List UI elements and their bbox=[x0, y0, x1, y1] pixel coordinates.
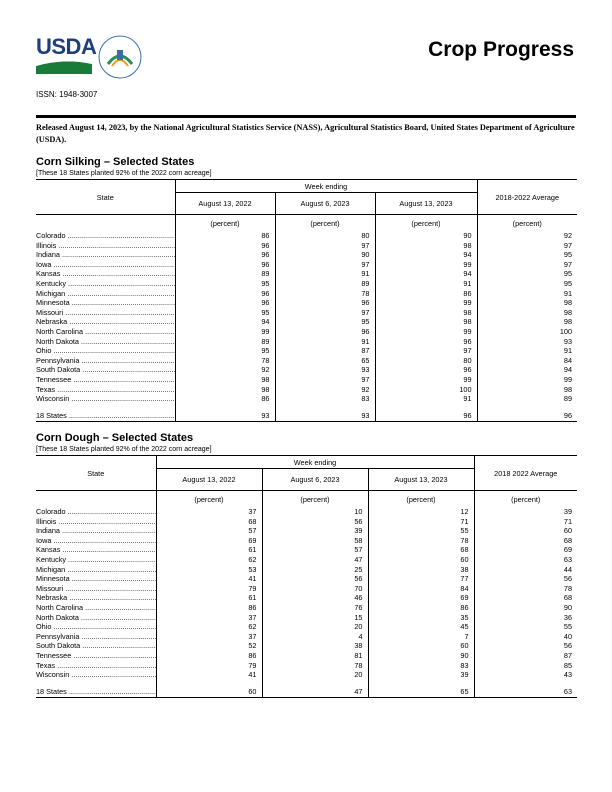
cell-value: 86 bbox=[368, 603, 474, 613]
unit-label: (percent) bbox=[477, 215, 577, 232]
cell-value: 60 bbox=[368, 555, 474, 565]
cell-value: 37 bbox=[156, 507, 262, 517]
cell-value: 44 bbox=[474, 565, 577, 575]
cell-value: 35 bbox=[368, 613, 474, 623]
cell-value: 95 bbox=[175, 279, 275, 289]
cell-value: 89 bbox=[175, 269, 275, 279]
cell-value: 53 bbox=[156, 565, 262, 575]
cell-value: 96 bbox=[175, 289, 275, 299]
unit-label: (percent) bbox=[262, 491, 368, 508]
cell-value: 60 bbox=[156, 686, 262, 698]
cell-value: 96 bbox=[477, 410, 577, 422]
cell-value: 68 bbox=[156, 517, 262, 527]
cell-value: 7 bbox=[368, 632, 474, 642]
section-title: Corn Dough – Selected States bbox=[36, 432, 194, 444]
cell-value: 60 bbox=[368, 641, 474, 651]
cell-value: 63 bbox=[474, 555, 577, 565]
cell-value: 99 bbox=[175, 327, 275, 337]
table-row bbox=[36, 632, 577, 642]
state-name: Ohio bbox=[36, 622, 52, 632]
state-name: Pennsylvania bbox=[36, 631, 80, 641]
state-name: Kansas bbox=[36, 545, 61, 555]
cell-value: 91 bbox=[477, 346, 577, 356]
cell-value: 62 bbox=[156, 555, 262, 565]
table-row bbox=[36, 289, 577, 299]
table-row bbox=[36, 603, 577, 613]
cell-value: 93 bbox=[477, 337, 577, 347]
cell-value: 96 bbox=[175, 241, 275, 251]
usda-logo bbox=[36, 34, 148, 80]
cell-value: 43 bbox=[474, 670, 577, 680]
cell-value: 91 bbox=[375, 279, 477, 289]
cell-value: 85 bbox=[474, 661, 577, 671]
state-name: Texas bbox=[36, 384, 56, 394]
table-row bbox=[36, 670, 577, 680]
usda-logo-text: USDA bbox=[36, 34, 97, 59]
cell-value: 97 bbox=[275, 308, 375, 318]
state-name: Minnesota bbox=[36, 574, 70, 584]
table-row bbox=[36, 584, 577, 594]
cell-value: 60 bbox=[474, 526, 577, 536]
column-header: August 13, 2022 bbox=[175, 193, 275, 215]
cell-value: 97 bbox=[275, 375, 375, 385]
cell-value: 78 bbox=[262, 661, 368, 671]
table-row bbox=[36, 327, 577, 337]
cell-value: 86 bbox=[375, 289, 477, 299]
corn-dough-table bbox=[36, 455, 577, 698]
state-name: Kentucky bbox=[36, 554, 67, 564]
cell-value: 96 bbox=[375, 410, 477, 422]
cell-value: 87 bbox=[474, 651, 577, 661]
cell-value: 93 bbox=[275, 410, 375, 422]
cell-value: 99 bbox=[375, 327, 477, 337]
cell-value: 81 bbox=[262, 651, 368, 661]
state-name: Iowa bbox=[36, 535, 52, 545]
cell-value: 97 bbox=[275, 260, 375, 270]
cell-value: 69 bbox=[156, 536, 262, 546]
unit-label: (percent) bbox=[474, 491, 577, 508]
table-row bbox=[36, 308, 577, 318]
cell-value: 99 bbox=[477, 375, 577, 385]
corn-dough-section bbox=[36, 432, 577, 698]
cell-value: 41 bbox=[156, 670, 262, 680]
release-statement: Released August 14, 2023, by the National Agricultural Statistics Service (NASS), Agricultural Statistics Board, United States Department of Agriculture (USDA). bbox=[36, 123, 575, 144]
cell-value: 96 bbox=[275, 298, 375, 308]
cell-value: 78 bbox=[474, 584, 577, 594]
table-row bbox=[36, 526, 577, 536]
cell-value: 68 bbox=[474, 593, 577, 603]
cell-value: 94 bbox=[375, 250, 477, 260]
cell-value: 38 bbox=[368, 565, 474, 575]
cell-value: 36 bbox=[474, 613, 577, 623]
state-name: North Carolina bbox=[36, 326, 84, 336]
state-column-header: State bbox=[36, 456, 156, 491]
column-header: August 13, 2023 bbox=[368, 469, 474, 491]
cell-value: 83 bbox=[275, 394, 375, 404]
state-name: Tennessee bbox=[36, 374, 72, 384]
unit-label: (percent) bbox=[156, 491, 262, 508]
cell-value: 94 bbox=[477, 365, 577, 375]
table-row bbox=[36, 641, 577, 651]
table-row bbox=[36, 593, 577, 603]
column-header: August 6, 2023 bbox=[275, 193, 375, 215]
cell-value: 79 bbox=[156, 584, 262, 594]
cell-value: 99 bbox=[375, 260, 477, 270]
cell-value: 100 bbox=[477, 327, 577, 337]
section-note: [These 18 States planted 92% of the 2022 corn acreage] bbox=[36, 170, 212, 177]
state-name: Colorado bbox=[36, 231, 66, 240]
cell-value: 98 bbox=[375, 308, 477, 318]
cell-value: 95 bbox=[477, 269, 577, 279]
cell-value: 52 bbox=[156, 641, 262, 651]
cell-value: 68 bbox=[474, 536, 577, 546]
table-row bbox=[36, 260, 577, 270]
column-header: August 13, 2023 bbox=[375, 193, 477, 215]
section-title: Corn Silking – Selected States bbox=[36, 156, 195, 168]
cell-value: 96 bbox=[375, 337, 477, 347]
cell-value: 83 bbox=[368, 661, 474, 671]
cell-value: 89 bbox=[275, 279, 375, 289]
cell-value: 93 bbox=[175, 410, 275, 422]
cell-value: 98 bbox=[175, 385, 275, 395]
column-header: August 6, 2023 bbox=[262, 469, 368, 491]
cell-value: 62 bbox=[156, 622, 262, 632]
table-row bbox=[36, 250, 577, 260]
cell-value: 96 bbox=[175, 298, 275, 308]
cell-value: 47 bbox=[262, 686, 368, 698]
state-name: Wisconsin bbox=[36, 394, 70, 404]
cell-value: 38 bbox=[262, 641, 368, 651]
cell-value: 90 bbox=[375, 231, 477, 241]
table-row bbox=[36, 356, 577, 366]
cell-value: 65 bbox=[368, 686, 474, 698]
cell-value: 91 bbox=[477, 289, 577, 299]
state-name: Ohio bbox=[36, 346, 52, 356]
cell-value: 68 bbox=[368, 545, 474, 555]
cell-value: 65 bbox=[275, 356, 375, 366]
cell-value: 39 bbox=[368, 670, 474, 680]
week-ending-header: Week ending bbox=[175, 180, 477, 193]
table-row bbox=[36, 317, 577, 327]
cell-value: 4 bbox=[262, 632, 368, 642]
table-row bbox=[36, 536, 577, 546]
state-name: Minnesota bbox=[36, 298, 70, 308]
cell-value: 77 bbox=[368, 574, 474, 584]
state-name: Iowa bbox=[36, 259, 52, 269]
cell-value: 39 bbox=[474, 507, 577, 517]
nass-seal-icon bbox=[96, 34, 144, 80]
state-name: Missouri bbox=[36, 307, 64, 317]
cell-value: 95 bbox=[477, 250, 577, 260]
cell-value: 90 bbox=[368, 651, 474, 661]
cell-value: 98 bbox=[375, 317, 477, 327]
table-row bbox=[36, 298, 577, 308]
cell-value: 12 bbox=[368, 507, 474, 517]
cell-value: 90 bbox=[474, 603, 577, 613]
state-name: Illinois bbox=[36, 516, 57, 526]
cell-value: 46 bbox=[262, 593, 368, 603]
state-name: North Dakota bbox=[36, 336, 79, 346]
cell-value: 79 bbox=[156, 661, 262, 671]
table-row bbox=[36, 346, 577, 356]
cell-value: 96 bbox=[175, 260, 275, 270]
state-name: Texas bbox=[36, 660, 56, 670]
section-note: [These 18 States planted 92% of the 2022 corn acreage] bbox=[36, 446, 212, 453]
cell-value: 90 bbox=[275, 250, 375, 260]
cell-value: 95 bbox=[175, 308, 275, 318]
table-row bbox=[36, 394, 577, 404]
table-row bbox=[36, 555, 577, 565]
cell-value: 91 bbox=[275, 269, 375, 279]
cell-value: 76 bbox=[262, 603, 368, 613]
cell-value: 80 bbox=[275, 231, 375, 241]
cell-value: 57 bbox=[262, 545, 368, 555]
cell-value: 86 bbox=[175, 231, 275, 241]
cell-value: 45 bbox=[368, 622, 474, 632]
table-row bbox=[36, 545, 577, 555]
table-row bbox=[36, 269, 577, 279]
cell-value: 70 bbox=[262, 584, 368, 594]
cell-value: 97 bbox=[375, 346, 477, 356]
cell-value: 96 bbox=[375, 365, 477, 375]
state-name: Nebraska bbox=[36, 593, 68, 603]
header-rule bbox=[36, 115, 576, 118]
cell-value: 78 bbox=[175, 356, 275, 366]
cell-value: 58 bbox=[262, 536, 368, 546]
cell-value: 10 bbox=[262, 507, 368, 517]
report-title: Crop Progress bbox=[428, 38, 574, 61]
cell-value: 37 bbox=[156, 632, 262, 642]
unit-label: (percent) bbox=[275, 215, 375, 232]
cell-value: 63 bbox=[474, 686, 577, 698]
state-name: North Carolina bbox=[36, 602, 84, 612]
average-column-header: 2018-2022 Average bbox=[477, 180, 577, 215]
cell-value: 15 bbox=[262, 613, 368, 623]
column-header: August 13, 2022 bbox=[156, 469, 262, 491]
cell-value: 84 bbox=[477, 356, 577, 366]
cell-value: 25 bbox=[262, 565, 368, 575]
cell-value: 91 bbox=[275, 337, 375, 347]
cell-value: 40 bbox=[474, 632, 577, 642]
cell-value: 55 bbox=[474, 622, 577, 632]
table-row bbox=[36, 375, 577, 385]
cell-value: 87 bbox=[275, 346, 375, 356]
cell-value: 98 bbox=[477, 317, 577, 327]
cell-value: 61 bbox=[156, 593, 262, 603]
cell-value: 96 bbox=[275, 327, 375, 337]
cell-value: 41 bbox=[156, 574, 262, 584]
cell-value: 98 bbox=[477, 308, 577, 318]
state-name: Indiana bbox=[36, 526, 60, 536]
cell-value: 95 bbox=[477, 279, 577, 289]
cell-value: 86 bbox=[175, 394, 275, 404]
cell-value: 94 bbox=[175, 317, 275, 327]
cell-value: 56 bbox=[262, 517, 368, 527]
table-row bbox=[36, 574, 577, 584]
cell-value: 39 bbox=[262, 526, 368, 536]
cell-value: 71 bbox=[368, 517, 474, 527]
state-name: Tennessee bbox=[36, 650, 72, 660]
average-column-header: 2018 2022 Average bbox=[474, 456, 577, 491]
cell-value: 98 bbox=[477, 385, 577, 395]
table-row bbox=[36, 661, 577, 671]
table-row bbox=[36, 231, 577, 241]
cell-value: 92 bbox=[477, 231, 577, 241]
issn-number: ISSN: 1948-3007 bbox=[36, 90, 98, 99]
cell-value: 20 bbox=[262, 670, 368, 680]
cell-value: 92 bbox=[275, 385, 375, 395]
cell-value: 71 bbox=[474, 517, 577, 527]
cell-value: 61 bbox=[156, 545, 262, 555]
state-name: Pennsylvania bbox=[36, 355, 80, 365]
cell-value: 93 bbox=[275, 365, 375, 375]
state-name: Colorado bbox=[36, 507, 66, 516]
cell-value: 99 bbox=[375, 298, 477, 308]
table-row bbox=[36, 241, 577, 251]
cell-value: 20 bbox=[262, 622, 368, 632]
cell-value: 78 bbox=[275, 289, 375, 299]
cell-value: 98 bbox=[375, 241, 477, 251]
total-row bbox=[36, 410, 577, 422]
state-name: Michigan bbox=[36, 564, 66, 574]
state-name: Michigan bbox=[36, 288, 66, 298]
cell-value: 80 bbox=[375, 356, 477, 366]
total-row bbox=[36, 686, 577, 698]
cell-value: 97 bbox=[477, 241, 577, 251]
cell-value: 47 bbox=[262, 555, 368, 565]
state-name: South Dakota bbox=[36, 641, 81, 651]
table-row bbox=[36, 337, 577, 347]
cell-value: 69 bbox=[368, 593, 474, 603]
unit-label: (percent) bbox=[175, 215, 275, 232]
cell-value: 56 bbox=[262, 574, 368, 584]
state-name: South Dakota bbox=[36, 365, 81, 375]
state-name: Kansas bbox=[36, 269, 61, 279]
state-name: Illinois bbox=[36, 240, 57, 250]
cell-value: 99 bbox=[375, 375, 477, 385]
corn-silking-section bbox=[36, 156, 577, 422]
cell-value: 56 bbox=[474, 574, 577, 584]
corn-silking-table bbox=[36, 179, 577, 422]
table-row bbox=[36, 279, 577, 289]
cell-value: 56 bbox=[474, 641, 577, 651]
state-name: Nebraska bbox=[36, 317, 68, 327]
cell-value: 98 bbox=[477, 298, 577, 308]
cell-value: 95 bbox=[275, 317, 375, 327]
cell-value: 100 bbox=[375, 385, 477, 395]
table-row bbox=[36, 365, 577, 375]
table-row bbox=[36, 622, 577, 632]
state-column-header: State bbox=[36, 180, 175, 215]
cell-value: 97 bbox=[477, 260, 577, 270]
cell-value: 69 bbox=[474, 545, 577, 555]
state-name: Missouri bbox=[36, 583, 64, 593]
state-name: Kentucky bbox=[36, 278, 67, 288]
table-row bbox=[36, 651, 577, 661]
cell-value: 96 bbox=[175, 250, 275, 260]
cell-value: 78 bbox=[368, 536, 474, 546]
state-name: Indiana bbox=[36, 250, 60, 260]
unit-label: (percent) bbox=[375, 215, 477, 232]
state-name: Wisconsin bbox=[36, 670, 70, 680]
cell-value: 95 bbox=[175, 346, 275, 356]
state-name: 18 States bbox=[36, 410, 67, 420]
table-row bbox=[36, 385, 577, 395]
state-name: 18 States bbox=[36, 686, 67, 696]
cell-value: 91 bbox=[375, 394, 477, 404]
cell-value: 37 bbox=[156, 613, 262, 623]
usda-swoosh-icon bbox=[36, 58, 92, 74]
cell-value: 89 bbox=[175, 337, 275, 347]
cell-value: 86 bbox=[156, 603, 262, 613]
unit-label: (percent) bbox=[368, 491, 474, 508]
table-row bbox=[36, 565, 577, 575]
table-row bbox=[36, 507, 577, 517]
cell-value: 94 bbox=[375, 269, 477, 279]
cell-value: 84 bbox=[368, 584, 474, 594]
cell-value: 55 bbox=[368, 526, 474, 536]
cell-value: 98 bbox=[175, 375, 275, 385]
table-row bbox=[36, 517, 577, 527]
table-row bbox=[36, 613, 577, 623]
cell-value: 57 bbox=[156, 526, 262, 536]
state-name: North Dakota bbox=[36, 612, 79, 622]
cell-value: 97 bbox=[275, 241, 375, 251]
cell-value: 89 bbox=[477, 394, 577, 404]
cell-value: 92 bbox=[175, 365, 275, 375]
week-ending-header: Week ending bbox=[156, 456, 474, 469]
cell-value: 86 bbox=[156, 651, 262, 661]
